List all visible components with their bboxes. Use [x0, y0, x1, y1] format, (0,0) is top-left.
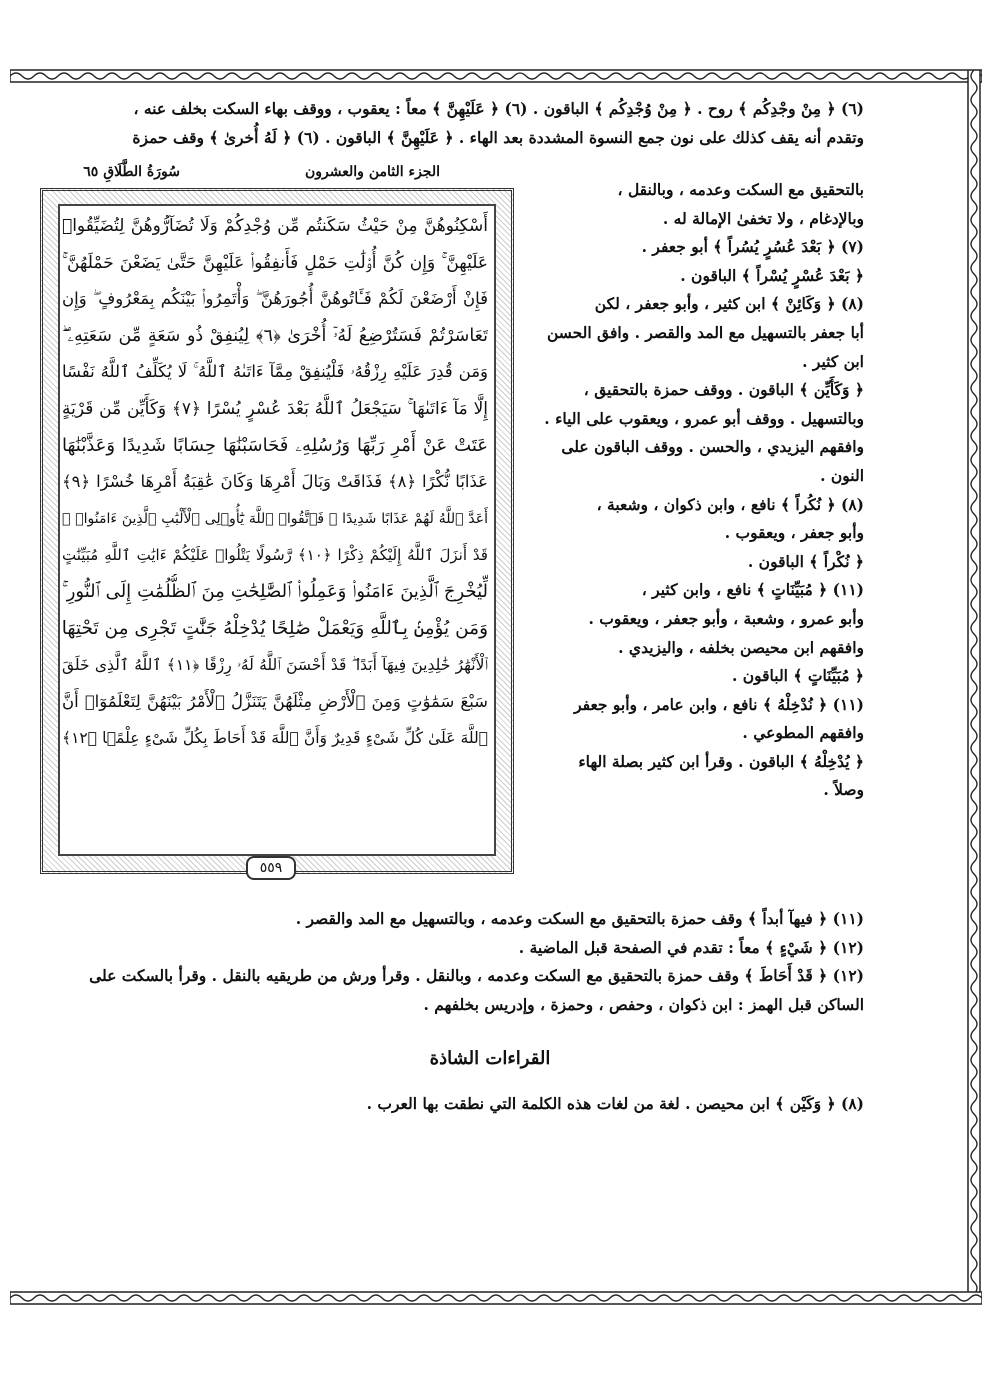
verse-line: تَعَاسَرْتُمْ فَسَتُرْضِعُ لَهُۥٓ أُخْرَىٰ ﴿٦﴾ لِيُنفِقْ ذُو سَعَةٍ مِّن سَعَتِهِۦ ۖ [62, 325, 488, 346]
surah-name: سُورَةُ الطَّلَاقِ ٦٥ [83, 164, 180, 180]
commentary-column [519, 176, 864, 805]
verse-line: أَسْكِنُوهُنَّ مِنْ حَيْثُ سَكَنتُم مِّن وُجْدِكُمْ وَلَا تُضَآرُّوهُنَّ لِتُضَيِّقُوا۟ [62, 216, 488, 236]
commentary-line: (٨) ﴿ نُكُراً ﴾ نافع ، وابن ذكوان ، وشعبة ، [596, 494, 864, 514]
commentary-line: ابن كثير . [802, 351, 864, 371]
commentary-line: (١١) ﴿ نُدْخِلْهُ ﴾ نافع ، وابن عامر ، وأبو جعفر [574, 694, 864, 714]
commentary-line: وافقهم المطوعي . [742, 723, 864, 743]
commentary-line: (١١) ﴿ مُبَيِّنَاتٍ ﴾ نافع ، وابن كثير ، [641, 580, 864, 600]
commentary-top [34, 95, 864, 152]
commentary-line: (١٢) ﴿ قَدْ أَحَاطَ ﴾ وقف حمزة بالتحقيق مع السكت وعدمه ، وبالنقل . وقرأ ورش من طريقيه بالنقل . وقرأ بالسكت على [89, 966, 864, 986]
mushaf-header [40, 164, 510, 186]
shadh-readings [34, 1090, 864, 1119]
commentary-line: ﴿ نُكْراً ﴾ الباقون . [747, 551, 864, 571]
commentary-line: (٧) ﴿ بَعْدَ عُسُرٍ يُسُراً ﴾ أبو جعفر . [641, 237, 864, 257]
commentary-line: ﴿ مُبَيِّنَاتٍ ﴾ الباقون . [731, 666, 864, 686]
commentary-line: الساكن قبل الهمز : ابن ذكوان ، وحفص ، وحمزة ، وإدريس بخلفهم . [423, 994, 864, 1014]
verse-line: عَذَابًا نُّكْرًا ﴿٨﴾ فَذَاقَتْ وَبَالَ أَمْرِهَا وَكَانَ عَٰقِبَةُ أَمْرِهَا خُسْرًا ﴿٩﴾ [62, 472, 488, 492]
verse-line: ٱللَّهَ عَلَىٰ كُلِّ شَىْءٍ قَدِيرٌ وَأَنَّ ٱللَّهَ قَدْ أَحَاطَ بِكُلِّ شَىْءٍ عِلْمًۢا ﴿١٢﴾ [62, 729, 488, 748]
shadh-readings-title: القراءات الشاذة [429, 1048, 551, 1069]
commentary-line: (٨) ﴿ وَكَائِنْ ﴾ ابن كثير ، وأبو جعفر ، لكن [594, 294, 864, 314]
verse-line: أَعَدَّ ٱللَّهُ لَهُمْ عَذَابًا شَدِيدًا ۖ فَٱتَّقُوا۟ ٱللَّهَ يَٰٓأُو۟لِى ٱلْأَلْبَٰبِ ٱلَّذِينَ ءَامَنُوا۟ ۚ [62, 510, 488, 527]
verse-line: ٱلْأَنْهَٰرُ خَٰلِدِينَ فِيهَآ أَبَدًا ۖ قَدْ أَحْسَنَ ٱللَّهُ لَهُۥ رِزْقًا ﴿١١﴾ ٱللَّهُ ٱلَّذِى خَلَقَ [62, 656, 488, 675]
commentary-line: وأبو عمرو ، وشعبة ، وأبو جعفر ، ويعقوب . [588, 608, 864, 628]
right-ornamental-border [966, 70, 982, 1302]
verse-line: وَمَن قُدِرَ عَلَيْهِ رِزْقُهُۥ فَلْيُنفِقْ مِمَّآ ءَاتَىٰهُ ٱللَّهُ ۚ لَا يُكَلِّفُ ٱللَّهُ نَفْسًا [62, 362, 488, 382]
verse-line: قَدْ أَنزَلَ ٱللَّهُ إِلَيْكُمْ ذِكْرًا ﴿١٠﴾ رَّسُولًا يَتْلُوا۟ عَلَيْكُمْ ءَايَٰتِ ٱللَّهِ مُبَيِّنَٰتٍ [62, 546, 488, 565]
commentary-line: ﴿ بَعْدَ عُسْرٍ يُسْراً ﴾ الباقون . [680, 265, 864, 285]
commentary-line: وصلاً . [823, 780, 864, 800]
commentary-line: وبالتسهيل . ووقف أبو عمرو ، ويعقوب على الياء . [544, 408, 864, 428]
verse-line: لِّيُخْرِجَ ٱلَّذِينَ ءَامَنُوا۟ وَعَمِلُوا۟ ٱلصَّٰلِحَٰتِ مِنَ ٱلظُّلُمَٰتِ إِلَى ٱلنُّورِ ۚ [62, 580, 488, 602]
verse-line: فَإِنْ أَرْضَعْنَ لَكُمْ فَـَٔاتُوهُنَّ أُجُورَهُنَّ ۖ وَأْتَمِرُوا۟ بَيْنَكُم بِمَعْرُوفٍ ۖ وَإِن [62, 289, 488, 309]
commentary-line: (١١) ﴿ فيهآ أبداً ﴾ وقف حمزة بالتحقيق مع السكت وعدمه ، وبالتسهيل مع المد والقصر . [295, 909, 864, 928]
commentary-line: ﴿ وَكَأَيِّن ﴾ الباقون . ووقف حمزة بالتحقيق ، [583, 380, 864, 400]
commentary-line: وافقهم ابن محيصن بخلفه ، واليزيدي . [618, 637, 864, 657]
verse-line: وَمَن يُؤْمِنۢ بِٱللَّهِ وَيَعْمَلْ صَٰلِحًا يُدْخِلْهُ جَنَّٰتٍ تَجْرِى مِن تَحْتِهَا [62, 617, 488, 639]
juz-name: الجزء الثامن والعشرون [305, 164, 440, 180]
verse-line: عَلَيْهِنَّ ۚ وَإِن كُنَّ أُو۟لَٰتِ حَمْلٍ فَأَنفِقُوا۟ عَلَيْهِنَّ حَتَّىٰ يَضَعْنَ حَمْلَهُنَّ ۚ [62, 252, 488, 273]
commentary-bottom [34, 905, 864, 1019]
verse-line: إِلَّا مَآ ءَاتَىٰهَا ۚ سَيَجْعَلُ ٱللَّهُ بَعْدَ عُسْرٍ يُسْرًا ﴿٧﴾ وَكَأَيِّن مِّن قَرْيَةٍ [62, 398, 488, 419]
commentary-line: (٨) ﴿ وَكَيْن ﴾ ابن محيصن . لغة من لغات هذه الكلمة التي نطقت بها العرب . [366, 1094, 864, 1113]
commentary-line: (١٢) ﴿ شَيْءٍ ﴾ معاً : تقدم في الصفحة قبل الماضية . [518, 937, 864, 957]
commentary-line: وبالإدغام ، ولا تخفىٰ الإمالة له . [662, 208, 864, 228]
commentary-line: وتقدم أنه يقف كذلك على نون جمع النسوة المشددة بعد الهاء . ﴿ عَلَيْهِنَّ ﴾ الباقون . (٦) ﴿ لَهُ أُخرىٰ ﴾ وقف حمزة [132, 127, 864, 147]
commentary-line: بالتحقيق مع السكت وعدمه ، وبالنقل ، [617, 180, 864, 199]
commentary-line: النون . [820, 465, 864, 485]
verse-line: سَبْعَ سَمَٰوَٰتٍ وَمِنَ ٱلْأَرْضِ مِثْلَهُنَّ يَتَنَزَّلُ ٱلْأَمْرُ بَيْنَهُنَّ لِتَعْلَمُوٓا۟ أَنَّ [62, 691, 488, 711]
mushaf-page-number: ٥٥٩ [246, 856, 296, 880]
quran-verses [62, 208, 488, 757]
commentary-line: أبا جعفر بالتسهيل مع المد والقصر . وافق الحسن [546, 322, 864, 342]
commentary-line: وافقهم اليزيدي ، والحسن . ووقف الباقون على [561, 437, 864, 457]
verse-line: عَتَتْ عَنْ أَمْرِ رَبِّهَا وَرُسُلِهِۦ فَحَاسَبْنَٰهَا حِسَابًا شَدِيدًا وَعَذَّبْنَٰهَا [62, 434, 488, 456]
commentary-line: وأبو جعفر ، ويعقوب . [724, 523, 864, 543]
commentary-line: ﴿ يُدْخِلْهُ ﴾ الباقون . وقرأ ابن كثير بصلة الهاء [578, 751, 864, 771]
bottom-ornamental-border [10, 1290, 982, 1306]
commentary-line: (٦) ﴿ مِنْ وجْدِكُم ﴾ روح . ﴿ مِنْ وُجْدِكُم ﴾ الباقون . (٦) ﴿ عَلَيْهِنَّ ﴾ معاً : يعقوب ، ووقف بهاء السكت بخلف عنه ، [133, 99, 864, 118]
top-ornamental-border [10, 68, 982, 84]
